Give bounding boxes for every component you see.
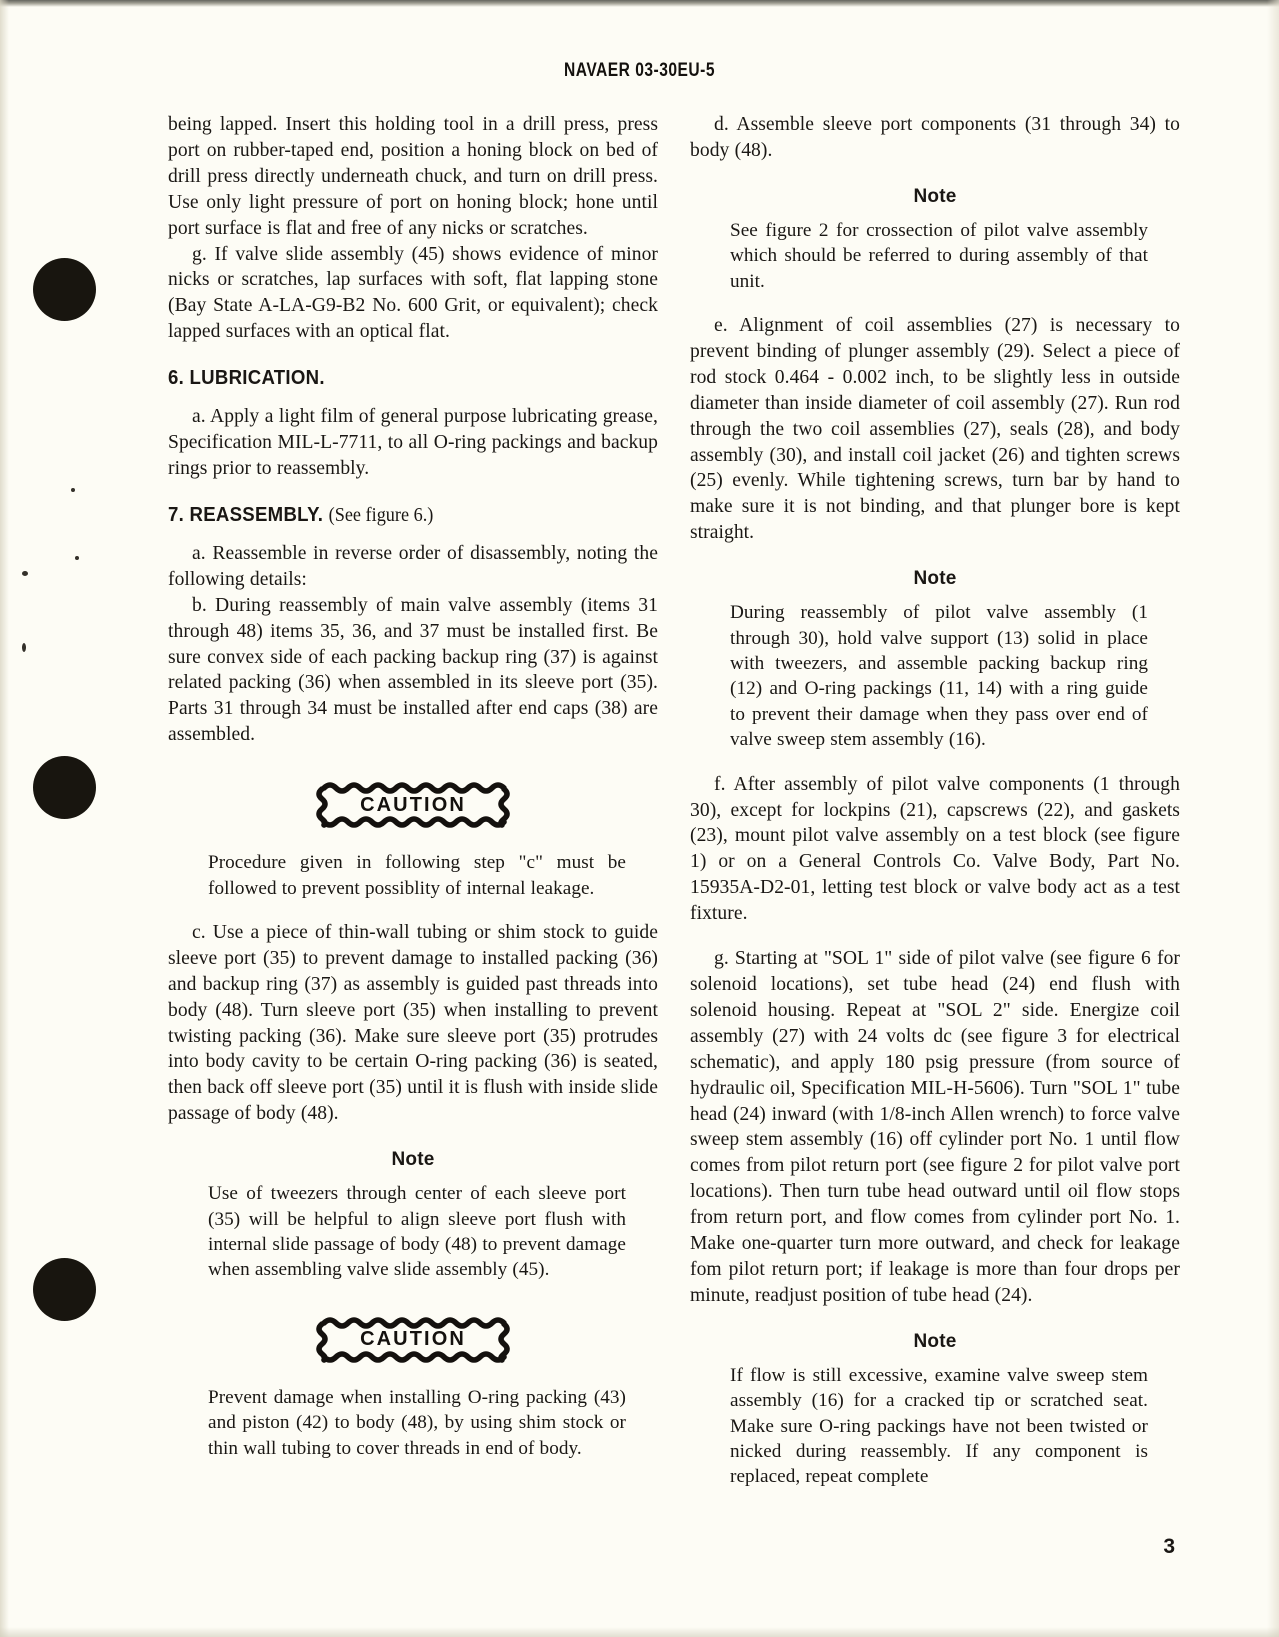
- note-heading-1-right: Note: [913, 185, 957, 207]
- caution-box: [315, 782, 511, 828]
- page-edge-shadow-top: [0, 0, 1279, 7]
- note-3-right-text: If flow is still excessive, examine valve sweep stem assembly (16) for a cracked tip or scratched seat. Make sure O-ring packings have not been twisted or nicked during reassembly. If any component is replaced, repeat complete: [730, 1364, 1148, 1488]
- paragraph-7e: e. Alignment of coil assemblies (27) is necessary to prevent binding of plunger assembly (29). Select a piece of rod stock 0.464 - 0.002 inch, to be slightly less in outside diameter than inside diameter of coil assembly (27). Run rod through the two coil assemblies (27), seals (28), and body assembly (30), and install coil jacket (26) and tighten screws (25) evenly. While tightening screws, turn bar by hand to make sure it is not binding, and that plunger bore is kept straight.: [690, 315, 1180, 544]
- section-heading-reassembly: [168, 504, 624, 527]
- paragraph-7a: a. Reassemble in reverse order of disassembly, noting the following details:: [168, 542, 658, 590]
- caution-box: [315, 1317, 511, 1363]
- caution-banner-2: [168, 1317, 658, 1363]
- note-1-right-body: [730, 218, 1148, 294]
- note-2-right-body: [730, 600, 1148, 752]
- note-1-left-body: [208, 1181, 626, 1283]
- note-1-left-text: Use of tweezers through center of each sleeve port (35) will be helpful to align sleeve port flush with internal slide passage of body (48) to prevent damage when assembling valve slide assembly (45).: [208, 1183, 626, 1281]
- paragraph-7g: g. Starting at "SOL 1" side of pilot valve (see figure 6 for solenoid locations), set tube head (24) end flush with solenoid housing. Repeat at "SOL 2" side. Energize coil assembly (27) with 24 volts dc (see figure 3 for electrical schematic), and apply 180 psig pressure (from source of hydraulic oil, Specification MIL-H-5606). Turn "SOL 1" tube head (24) inward (with 1/8-inch Allen wrench) to force valve sweep stem assembly (16) off cylinder port No. 1 until flow comes from pilot return port (see figure 2 for pilot valve port locations). Then turn tube head outward until oil flow stops from return port, and flow comes from cylinder port No. 1. Make one-quarter turn more outward, and check for leakage fom pilot return port; if leakage is more than four drops per minute, readjust position of tube head (24).: [690, 948, 1180, 1306]
- note-2-right-text: During reassembly of pilot valve assembly (1 through 30), hold valve support (13) solid in place with tweezers, and assemble packing backup ring (12) and O-ring packings (11, 14) with a ring guide to prevent their damage when they pass over end of valve sweep stem assembly (16).: [730, 602, 1148, 751]
- note-3-right-body: [730, 1363, 1148, 1490]
- paragraph-7d: d. Assemble sleeve port components (31 through 34) to body (48).: [690, 114, 1180, 161]
- paragraph-7f: f. After assembly of pilot valve components (1 through 30), except for lockpins (21), capscrews (22), and gaskets (23), mount pilot valve assembly on a test block (see figure 1) or on a General Controls Co. Valve Body, Part No. 15935A-D2-01, letting test block or valve body act as a test fixture.: [690, 773, 1180, 925]
- binding-punch-mark: [33, 1258, 96, 1321]
- section-heading-lubrication-text: 6. LUBRICATION.: [168, 367, 325, 390]
- paragraph-continued: being lapped. Insert this holding tool in a drill press, press port on rubber-taped end, position a honing block on bed of drill press directly underneath chuck, and turn on drill press. Use only light pressure of port on honing block; hone until port surface is flat and free of any nicks or scratches.: [168, 114, 658, 239]
- paragraph-g-left: g. If valve slide assembly (45) shows evidence of minor nicks or scratches, lap surfaces with soft, flat lapping stone (Bay State A-LA-G9-B2 No. 600 Grit, or equivalent); check lapped surfaces with an optical flat.: [168, 243, 658, 343]
- caution-label: CAUTION: [360, 1328, 466, 1351]
- caution-2-text: Prevent damage when installing O-ring packing (43) and piston (42) to body (48), by using shim stock or thin wall tubing to cover threads in end of body.: [208, 1386, 626, 1459]
- note-heading-3-right: Note: [913, 1330, 957, 1352]
- scan-speck: [75, 556, 79, 560]
- section-heading-reassembly-text: 7. REASSEMBLY.: [168, 503, 324, 526]
- body-columns: [168, 112, 1180, 1492]
- note-1-right-text: See figure 2 for crossection of pilot valve assembly which should be referred to during assembly of that unit.: [730, 219, 1148, 292]
- binding-punch-mark: [33, 756, 96, 819]
- scan-speck: [22, 571, 28, 576]
- caution-1-body: [208, 850, 626, 901]
- page-edge-shadow-bottom: [0, 1627, 1279, 1637]
- note-heading-2-right: Note: [913, 568, 957, 590]
- page-edge-shadow-left: [0, 0, 9, 1637]
- paragraph-7b: b. During reassembly of main valve assembly (items 31 through 48) items 35, 36, and 37 must be installed first. Be sure convex side of each packing backup ring (37) is against related packing (36) when assembled in its sleeve port (35). Parts 31 through 34 must be installed after end caps (38) are assembled.: [168, 594, 658, 746]
- scan-speck: [22, 643, 26, 652]
- caution-1-text: Procedure given in following step "c" must be followed to prevent possiblity of internal leakage.: [208, 852, 626, 899]
- caution-banner-1: [168, 782, 658, 828]
- page-edge-shadow-right: [1267, 0, 1279, 1637]
- section-heading-reassembly-figure-ref: (See figure 6.): [328, 504, 434, 526]
- page-number: 3: [1163, 1535, 1175, 1558]
- paragraph-7c: c. Use a piece of thin-wall tubing or shim stock to guide sleeve port (35) to prevent damage to installed packing (36) and backup ring (37) as assembly is guided past threads into body (48). Turn sleeve port (35) when installing to prevent twisting packing (36). Make sure sleeve port (35) protrudes into body cavity to be certain O-ring packing (36) is seated, then back off sleeve port (35) until it is flush with inside slide passage of body (48).: [168, 921, 658, 1125]
- paragraph-6a: a. Apply a light film of general purpose lubricating grease, Specification MIL-L-7711, to all O-ring packings and backup rings prior to reassembly.: [168, 406, 658, 479]
- caution-2-body: [208, 1385, 626, 1461]
- section-heading-lubrication: [168, 367, 624, 390]
- right-column: [690, 112, 1180, 1492]
- binding-punch-mark: [33, 258, 96, 321]
- note-heading-1-left: Note: [391, 1149, 435, 1171]
- left-column: [168, 112, 658, 1492]
- caution-label: CAUTION: [360, 793, 466, 816]
- running-head: NAVAER 03-30EU-5: [563, 60, 716, 81]
- scan-speck: [71, 488, 75, 492]
